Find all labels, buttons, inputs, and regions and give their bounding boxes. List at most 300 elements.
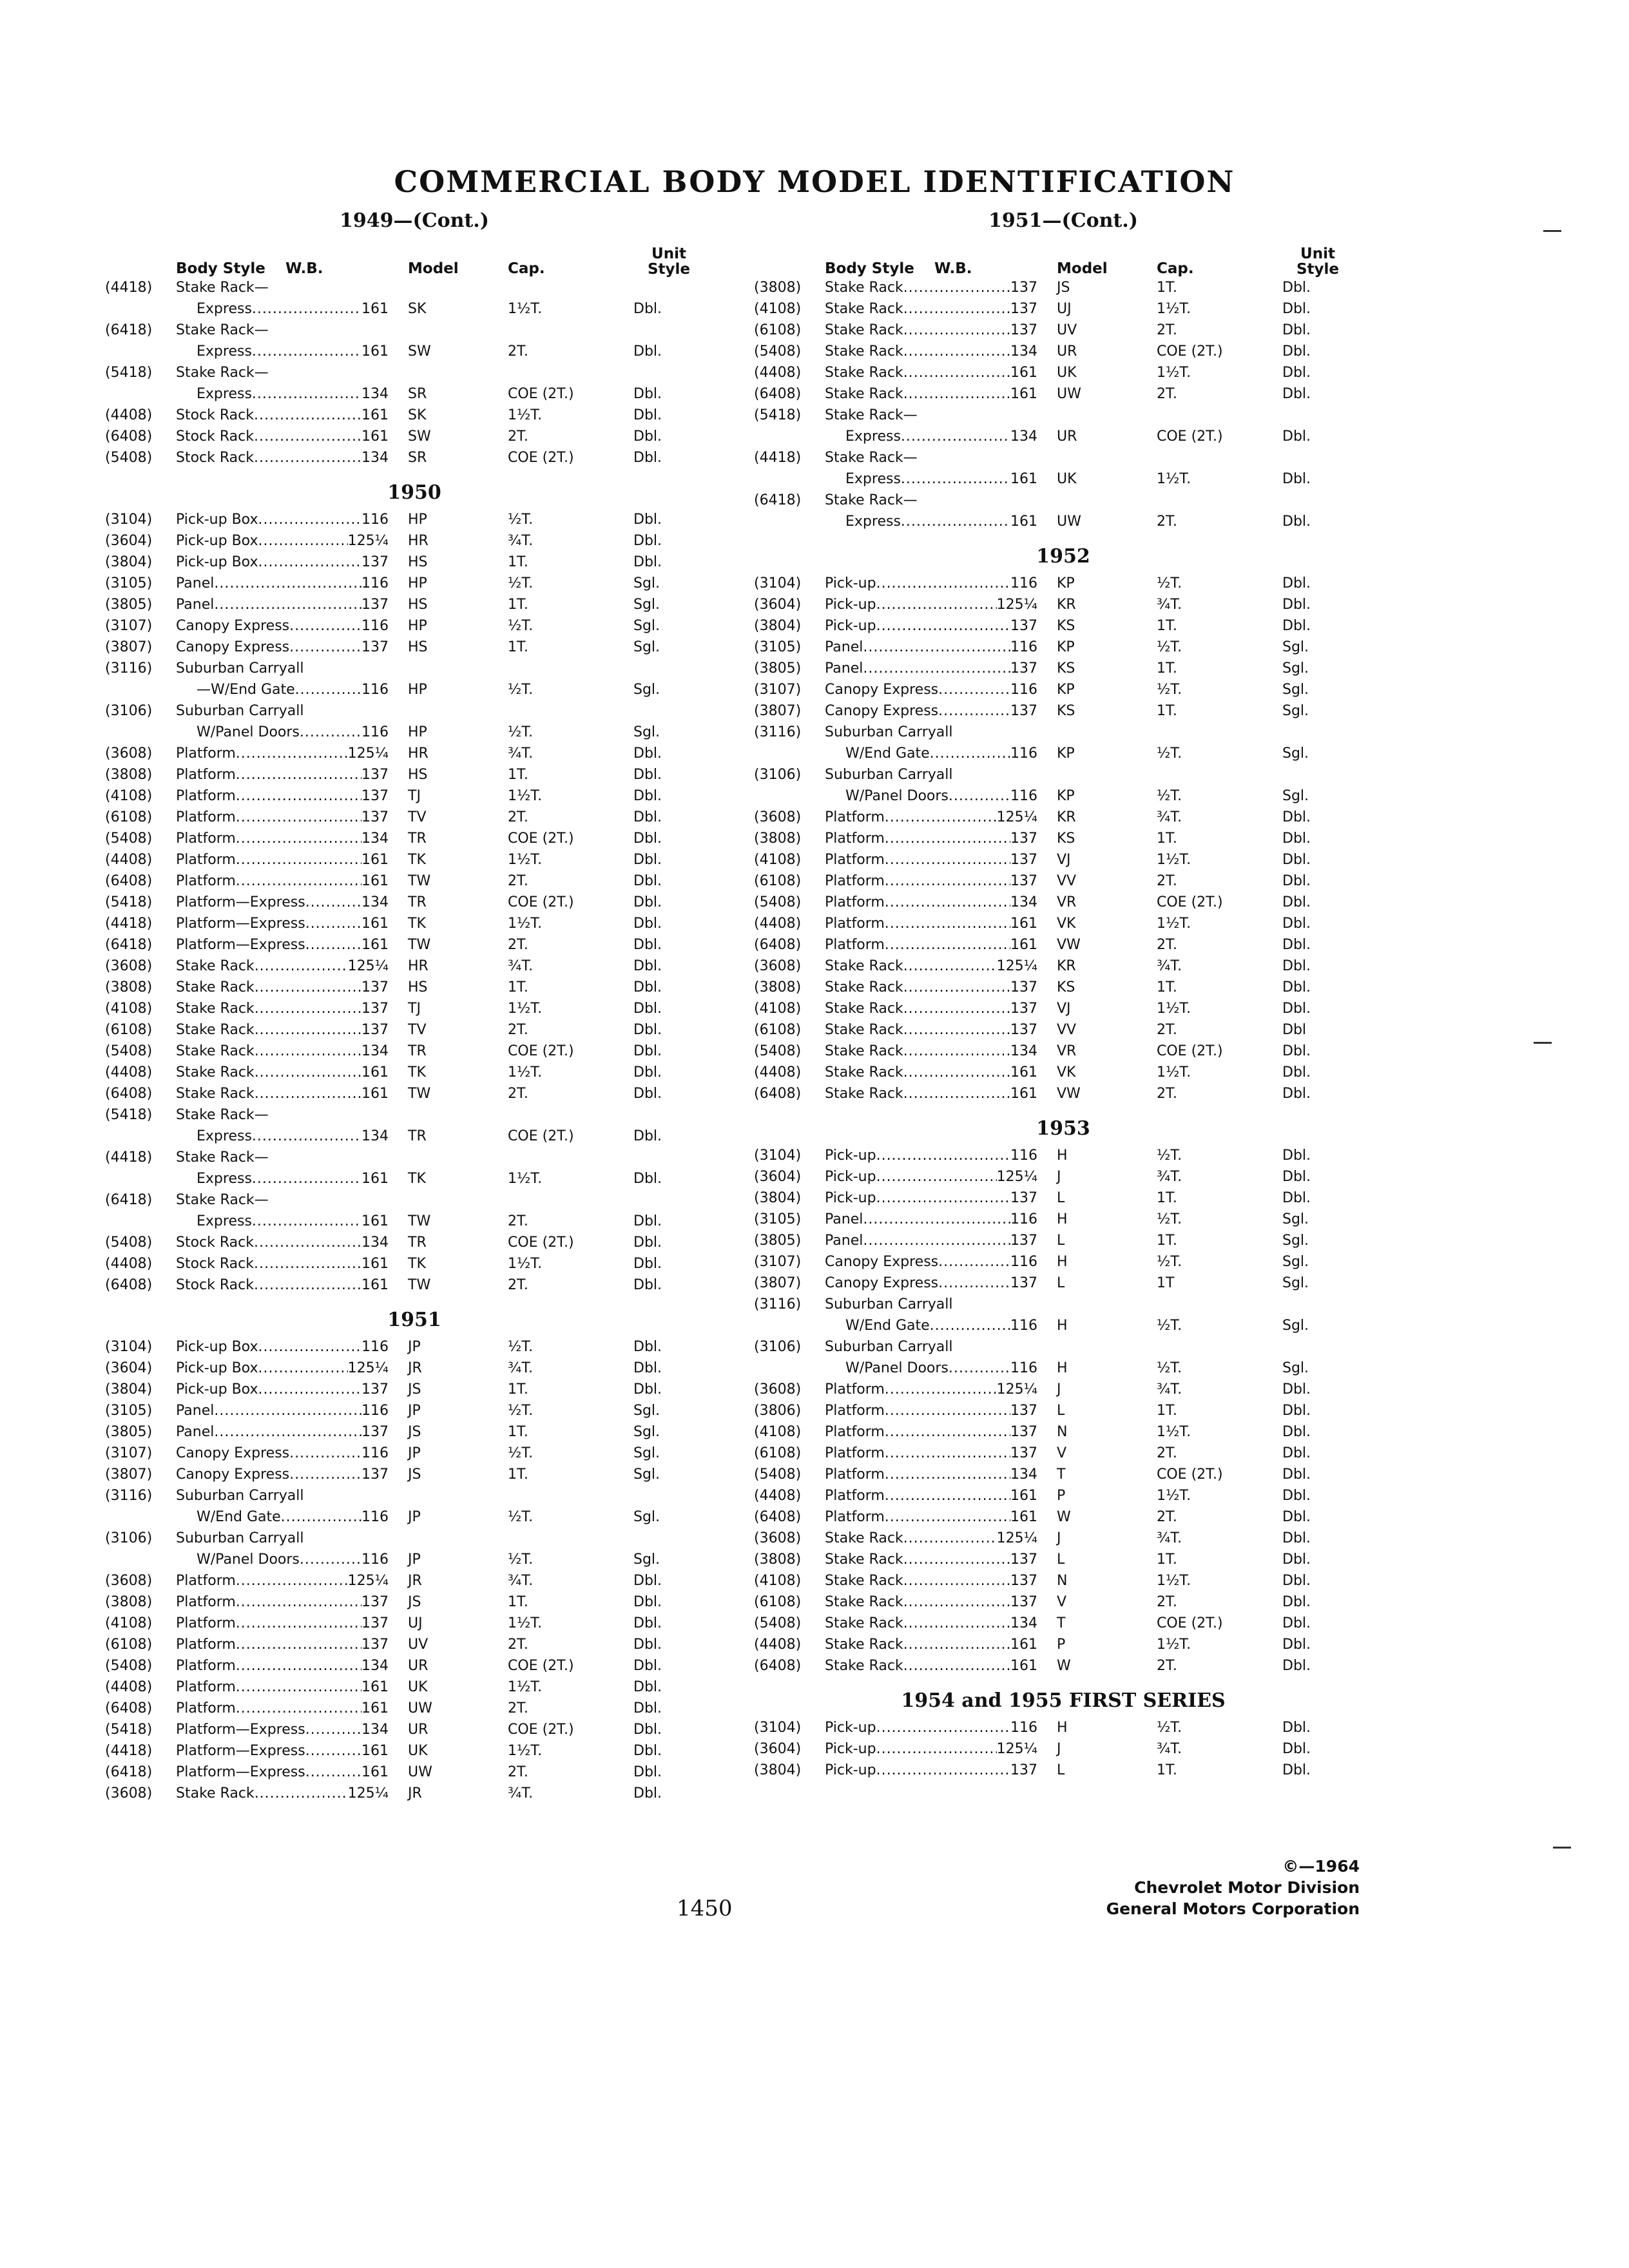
- wheelbase: 161: [361, 1764, 389, 1780]
- body-style: [825, 785, 1037, 807]
- capacity: COE (2T.): [1157, 894, 1223, 910]
- table-row: [754, 1655, 1373, 1677]
- leader-dots: [254, 1253, 361, 1274]
- wheelbase: 137: [361, 597, 389, 613]
- leader-dots: [938, 1273, 1010, 1294]
- wheelbase: 137: [1010, 1552, 1037, 1568]
- body-style: [176, 870, 389, 892]
- body-style: [825, 1506, 1037, 1528]
- body-style: [176, 509, 389, 530]
- wheelbase: 134: [361, 1722, 389, 1738]
- body-style-prefix: Stake Rack—: [825, 492, 918, 508]
- leader-dots: [903, 1528, 997, 1549]
- body-style: [176, 1421, 389, 1443]
- body-style: [825, 1464, 1037, 1485]
- table-row: [105, 1740, 724, 1762]
- leader-dots: [876, 573, 1010, 594]
- capacity: ½T.: [508, 1403, 534, 1419]
- wheelbase: 137: [361, 639, 389, 655]
- wheelbase: 137: [361, 1424, 389, 1440]
- wheelbase: 161: [1010, 937, 1037, 953]
- model-code: TR: [408, 1043, 427, 1059]
- body-style: [825, 594, 1037, 615]
- table-row: [105, 977, 724, 998]
- leader-dots: [903, 383, 1010, 405]
- capacity: ¾T.: [508, 745, 534, 762]
- table-row: [754, 341, 1373, 362]
- body-style-name: Canopy Express: [176, 618, 290, 634]
- body-style-name: Platform: [176, 1679, 236, 1695]
- model-code: KS: [1057, 618, 1075, 634]
- body-style: [825, 1528, 1037, 1549]
- margin-mark: [1534, 1042, 1552, 1044]
- unit-style: Dbl.: [633, 1256, 662, 1272]
- leader-dots: [903, 1613, 1010, 1634]
- model-code: TK: [408, 1064, 426, 1081]
- model-code: VK: [1057, 1064, 1076, 1081]
- wheelbase: 161: [361, 916, 389, 932]
- body-style-name: Stake Rack: [825, 343, 903, 360]
- model-code: H: [1057, 1720, 1068, 1736]
- wheelbase: 137: [1010, 979, 1037, 995]
- body-style-name: Canopy Express: [176, 1466, 290, 1483]
- capacity: ½T.: [1157, 575, 1182, 591]
- capacity: ½T.: [1157, 639, 1182, 655]
- body-style: [825, 1083, 1037, 1104]
- body-style: [176, 1083, 389, 1104]
- leader-dots: [876, 1717, 1010, 1738]
- model-code: TV: [408, 1022, 427, 1038]
- body-style-prefix: Stake Rack—: [176, 280, 269, 296]
- body-style-prefix: Suburban Carryall: [825, 1296, 953, 1312]
- body-code: (3105): [754, 1211, 802, 1227]
- body-style-name: Platform—Express: [176, 916, 305, 932]
- model-code: V: [1057, 1594, 1067, 1610]
- table-row: [105, 552, 724, 573]
- unit-style: Dbl.: [633, 894, 662, 910]
- model-code: HR: [408, 958, 429, 974]
- capacity: 2T.: [1157, 1022, 1177, 1038]
- model-code: L: [1057, 1275, 1065, 1291]
- column-header: [105, 237, 724, 277]
- table-row: [754, 828, 1373, 849]
- body-code: (4408): [105, 1064, 153, 1081]
- body-style: [176, 615, 389, 637]
- model-code: TK: [408, 1171, 426, 1187]
- unit-style: Dbl.: [633, 1679, 662, 1695]
- body-style: [176, 383, 389, 405]
- unit-style: Dbl.: [1282, 1169, 1311, 1185]
- body-style-name: Stake Rack: [825, 1086, 903, 1102]
- wheelbase: 137: [1010, 301, 1037, 317]
- body-style-name: Platform: [825, 809, 885, 825]
- leader-dots: [236, 1655, 361, 1677]
- model-code: UK: [408, 1679, 428, 1695]
- table-row: [754, 1717, 1373, 1738]
- model-code: JS: [408, 1466, 421, 1483]
- entry-first-line: [754, 1336, 1373, 1358]
- body-style-name: Canopy Express: [176, 1445, 290, 1461]
- body-style: [825, 1738, 1037, 1760]
- body-style-name: Pick-up Box: [176, 1360, 258, 1376]
- header-cap: Cap.: [508, 260, 545, 277]
- year-heading: 1952: [1036, 545, 1090, 568]
- table-row: [754, 1400, 1373, 1421]
- wheelbase: 125¼: [996, 958, 1037, 974]
- unit-style: Dbl.: [1282, 1148, 1311, 1164]
- body-code: (3805): [754, 1233, 802, 1249]
- table-row: [105, 341, 724, 362]
- body-style: [825, 1166, 1037, 1187]
- body-style: [825, 1760, 1037, 1781]
- unit-style: Dbl.: [1282, 1403, 1311, 1419]
- table-row: [754, 1549, 1373, 1570]
- model-code: KS: [1057, 703, 1075, 719]
- leader-dots: [885, 1464, 1010, 1485]
- wheelbase: 116: [1010, 1148, 1037, 1164]
- model-code: KP: [1057, 745, 1075, 762]
- body-style: [825, 1634, 1037, 1655]
- body-style: [825, 1400, 1037, 1421]
- body-style-prefix: Stake Rack—: [825, 407, 918, 423]
- leader-dots: [236, 764, 361, 785]
- leader-dots: [236, 1613, 361, 1634]
- unit-style: Dbl.: [633, 958, 662, 974]
- wheelbase: 137: [361, 1615, 389, 1631]
- table-row: [105, 1400, 724, 1421]
- body-code: (3804): [105, 554, 153, 570]
- unit-style: Sgl.: [633, 724, 660, 740]
- column-header: [754, 237, 1373, 277]
- wheelbase: 161: [361, 937, 389, 953]
- model-code: UW: [408, 1700, 432, 1716]
- model-code: L: [1057, 1233, 1065, 1249]
- wheelbase: 137: [1010, 1022, 1037, 1038]
- body-style: [176, 1358, 389, 1379]
- body-style: [825, 383, 1037, 405]
- body-style: [176, 1783, 389, 1804]
- model-code: JP: [408, 1339, 421, 1355]
- body-code: (6108): [105, 1637, 153, 1653]
- unit-style: Dbl.: [1282, 1720, 1311, 1736]
- body-style-name: Platform—Express: [176, 1743, 305, 1759]
- capacity: 2T.: [508, 1277, 528, 1293]
- leader-dots: [255, 1062, 361, 1083]
- entry-first-line: [754, 1294, 1373, 1315]
- body-style-name: Platform: [176, 1573, 236, 1589]
- table-row: [105, 1253, 724, 1274]
- entry-first-line: [105, 277, 724, 298]
- unit-style: Dbl.: [1282, 514, 1311, 530]
- body-code: (5408): [105, 450, 153, 466]
- leader-dots: [258, 552, 361, 573]
- table-row: [754, 1273, 1373, 1294]
- capacity: COE (2T.): [508, 1128, 574, 1144]
- body-style: [825, 1230, 1037, 1251]
- wheelbase: 125¼: [347, 533, 389, 549]
- body-code: (3805): [105, 1424, 153, 1440]
- table-row: [105, 1041, 724, 1062]
- body-style: [825, 468, 1037, 490]
- leader-dots: [236, 828, 361, 849]
- leader-dots: [903, 1591, 1010, 1613]
- wheelbase: 137: [361, 554, 389, 570]
- entry-first-line: [754, 764, 1373, 785]
- leader-dots: [252, 1211, 361, 1232]
- body-style-prefix: Suburban Carryall: [825, 1339, 953, 1355]
- table-row: [754, 1019, 1373, 1041]
- table-row: [105, 615, 724, 637]
- body-style: [176, 447, 389, 468]
- body-style-name: Stock Rack: [176, 1256, 254, 1272]
- capacity: ¾T.: [508, 958, 534, 974]
- leader-dots: [236, 870, 361, 892]
- wheelbase: 137: [361, 788, 389, 804]
- leader-dots: [252, 341, 361, 362]
- table-row: [754, 1041, 1373, 1062]
- body-code: (3608): [105, 745, 153, 762]
- leader-dots: [255, 1041, 361, 1062]
- body-code: (4408): [105, 852, 153, 868]
- wheelbase: 134: [361, 450, 389, 466]
- model-code: J: [1057, 1169, 1061, 1185]
- capacity: ½T.: [1157, 1211, 1182, 1227]
- unit-style: Sgl.: [1282, 788, 1309, 804]
- body-style: [176, 1762, 389, 1783]
- model-code: TV: [408, 809, 427, 825]
- body-style-name: Panel: [825, 660, 863, 677]
- body-style: [176, 1570, 389, 1591]
- model-code: J: [1057, 1381, 1061, 1398]
- model-code: HP: [408, 618, 427, 634]
- wheelbase: 137: [361, 1594, 389, 1610]
- year-heading: 1950: [387, 481, 441, 504]
- unit-style: Dbl.: [1282, 1086, 1311, 1102]
- capacity: ¾T.: [1157, 597, 1182, 613]
- leader-dots: [903, 277, 1010, 298]
- capacity: ½T.: [508, 682, 534, 698]
- body-style: [825, 849, 1037, 870]
- leader-dots: [876, 615, 1010, 637]
- model-code: SR: [408, 450, 427, 466]
- model-code: L: [1057, 1762, 1065, 1778]
- body-style: [825, 511, 1037, 532]
- model-code: UW: [1057, 514, 1081, 530]
- model-code: JS: [408, 1424, 421, 1440]
- entry-first-line: [105, 1104, 724, 1126]
- body-style-name: Platform—Express: [176, 1722, 305, 1738]
- leader-dots: [305, 934, 361, 956]
- leader-dots: [885, 807, 997, 828]
- table-row: [754, 658, 1373, 679]
- leader-dots: [903, 341, 1010, 362]
- model-code: TR: [408, 894, 427, 910]
- leader-dots: [214, 573, 361, 594]
- body-code: (5408): [754, 1043, 802, 1059]
- capacity: 1½T.: [508, 916, 543, 932]
- body-style: [825, 277, 1037, 298]
- body-style-name: Pick-up: [825, 1148, 876, 1164]
- leader-dots: [289, 637, 361, 658]
- leader-dots: [876, 1760, 1010, 1781]
- table-row: [754, 913, 1373, 934]
- capacity: COE (2T.): [508, 1722, 574, 1738]
- capacity: 1T: [1157, 1275, 1175, 1291]
- unit-style: Dbl.: [633, 852, 662, 868]
- unit-style: Dbl.: [633, 767, 662, 783]
- body-style-name: Pick-up Box: [176, 512, 258, 528]
- unit-style: Dbl.: [633, 1171, 662, 1187]
- capacity: 2T.: [1157, 873, 1177, 889]
- table-row: [754, 1187, 1373, 1209]
- body-style: [825, 1251, 1037, 1273]
- header-model: Model: [1057, 260, 1108, 277]
- body-code: (3807): [754, 1275, 802, 1291]
- table-row: [754, 1528, 1373, 1549]
- wheelbase: 125¼: [347, 1360, 389, 1376]
- table-row: [105, 679, 724, 700]
- wheelbase: 161: [1010, 916, 1037, 932]
- leader-dots: [252, 298, 361, 320]
- leader-dots: [295, 679, 361, 700]
- model-code: HS: [408, 979, 428, 995]
- table-row: [754, 956, 1373, 977]
- leader-dots: [885, 913, 1010, 934]
- body-style: [176, 977, 389, 998]
- model-code: VV: [1057, 873, 1077, 889]
- body-style-name: Pick-up Box: [176, 554, 258, 570]
- table-row: [754, 1760, 1373, 1781]
- body-style-name: Stake Rack: [825, 1001, 903, 1017]
- leader-dots: [876, 1166, 997, 1187]
- unit-style: Sgl.: [1282, 1233, 1309, 1249]
- body-code: (4408): [105, 1256, 153, 1272]
- model-code: UK: [1057, 471, 1077, 487]
- wheelbase: 116: [1010, 1211, 1037, 1227]
- leader-dots: [255, 1019, 361, 1041]
- unit-style: Dbl.: [1282, 322, 1311, 338]
- unit-style: Sgl.: [633, 682, 660, 698]
- capacity: COE (2T.): [508, 386, 574, 402]
- wheelbase: 134: [1010, 1615, 1037, 1631]
- leader-dots: [258, 1358, 347, 1379]
- capacity: ¾T.: [1157, 1530, 1182, 1546]
- model-code: KR: [1057, 597, 1076, 613]
- capacity: 1½T.: [508, 1256, 543, 1272]
- body-code: (6418): [754, 492, 802, 508]
- unit-style: Dbl.: [1282, 280, 1311, 296]
- body-style-name: Pick-up: [825, 1720, 876, 1736]
- unit-style: Dbl.: [633, 1064, 662, 1081]
- body-code: (6418): [105, 322, 153, 338]
- model-code: VV: [1057, 1022, 1077, 1038]
- model-code: J: [1057, 1741, 1061, 1757]
- entry-first-line: [105, 700, 724, 722]
- model-code: TR: [408, 1235, 427, 1251]
- table-row: [105, 447, 724, 468]
- body-style-name: Platform: [825, 894, 885, 910]
- capacity: ½T.: [1157, 1720, 1182, 1736]
- body-code: (3808): [754, 831, 802, 847]
- model-code: TK: [408, 852, 426, 868]
- wheelbase: 134: [1010, 428, 1037, 445]
- body-code: (3608): [105, 1785, 153, 1802]
- margin-mark: [1553, 1847, 1571, 1849]
- body-style-name: Platform: [825, 916, 885, 932]
- wheelbase: 161: [361, 1086, 389, 1102]
- body-code: (6108): [754, 1445, 802, 1461]
- capacity: 1T.: [508, 1381, 528, 1398]
- unit-style: Dbl.: [1282, 1637, 1311, 1653]
- wheelbase: 137: [361, 979, 389, 995]
- table-row: [105, 298, 724, 320]
- body-style-name: W/Panel Doors: [197, 724, 300, 740]
- body-style: [825, 1358, 1037, 1379]
- model-code: JP: [408, 1403, 421, 1419]
- body-style: [176, 341, 389, 362]
- body-style: [176, 1613, 389, 1634]
- wheelbase: 161: [1010, 365, 1037, 381]
- capacity: 2T.: [1157, 937, 1177, 953]
- capacity: 1T.: [1157, 618, 1177, 634]
- table-row: [105, 998, 724, 1019]
- body-style-name: W/Panel Doors: [845, 788, 949, 804]
- capacity: 2T.: [508, 428, 528, 445]
- table-row: [105, 426, 724, 447]
- table-row: [754, 1166, 1373, 1187]
- capacity: 1T.: [1157, 660, 1177, 677]
- leader-dots: [254, 426, 361, 447]
- model-code: L: [1057, 1403, 1065, 1419]
- body-style-name: Platform: [176, 767, 236, 783]
- model-code: HS: [408, 639, 428, 655]
- unit-style: Sgl.: [633, 1552, 660, 1568]
- model-code: UK: [1057, 365, 1077, 381]
- body-style: [176, 1464, 389, 1485]
- unit-style: Dbl.: [1282, 1043, 1311, 1059]
- capacity: 1T.: [508, 1466, 528, 1483]
- wheelbase: 134: [361, 1043, 389, 1059]
- capacity: 1T.: [508, 1594, 528, 1610]
- leader-dots: [305, 913, 361, 934]
- model-code: P: [1057, 1637, 1066, 1653]
- model-code: VW: [1057, 1086, 1081, 1102]
- body-style-name: Platform: [825, 852, 885, 868]
- publisher-block: [1089, 1856, 1360, 1919]
- capacity: 1½T.: [508, 1171, 543, 1187]
- body-style-name: Pick-up Box: [176, 1381, 258, 1398]
- table-row: [754, 998, 1373, 1019]
- leader-dots: [254, 405, 361, 426]
- table-row: [105, 1062, 724, 1083]
- capacity: COE (2T.): [508, 1658, 574, 1674]
- unit-style: Dbl.: [633, 831, 662, 847]
- capacity: ¾T.: [1157, 1169, 1182, 1185]
- table-row: [754, 807, 1373, 828]
- unit-style: Sgl.: [633, 639, 660, 655]
- body-style: [176, 1232, 389, 1253]
- body-style-prefix: Suburban Carryall: [176, 660, 304, 677]
- table-row: [105, 1274, 724, 1296]
- capacity: 1T.: [508, 767, 528, 783]
- capacity: 1T.: [1157, 280, 1177, 296]
- body-style: [176, 298, 389, 320]
- table-row: [105, 807, 724, 828]
- capacity: 2T.: [508, 343, 528, 360]
- table-row: [754, 298, 1373, 320]
- body-style: [825, 658, 1037, 679]
- body-code: (6408): [754, 1509, 802, 1525]
